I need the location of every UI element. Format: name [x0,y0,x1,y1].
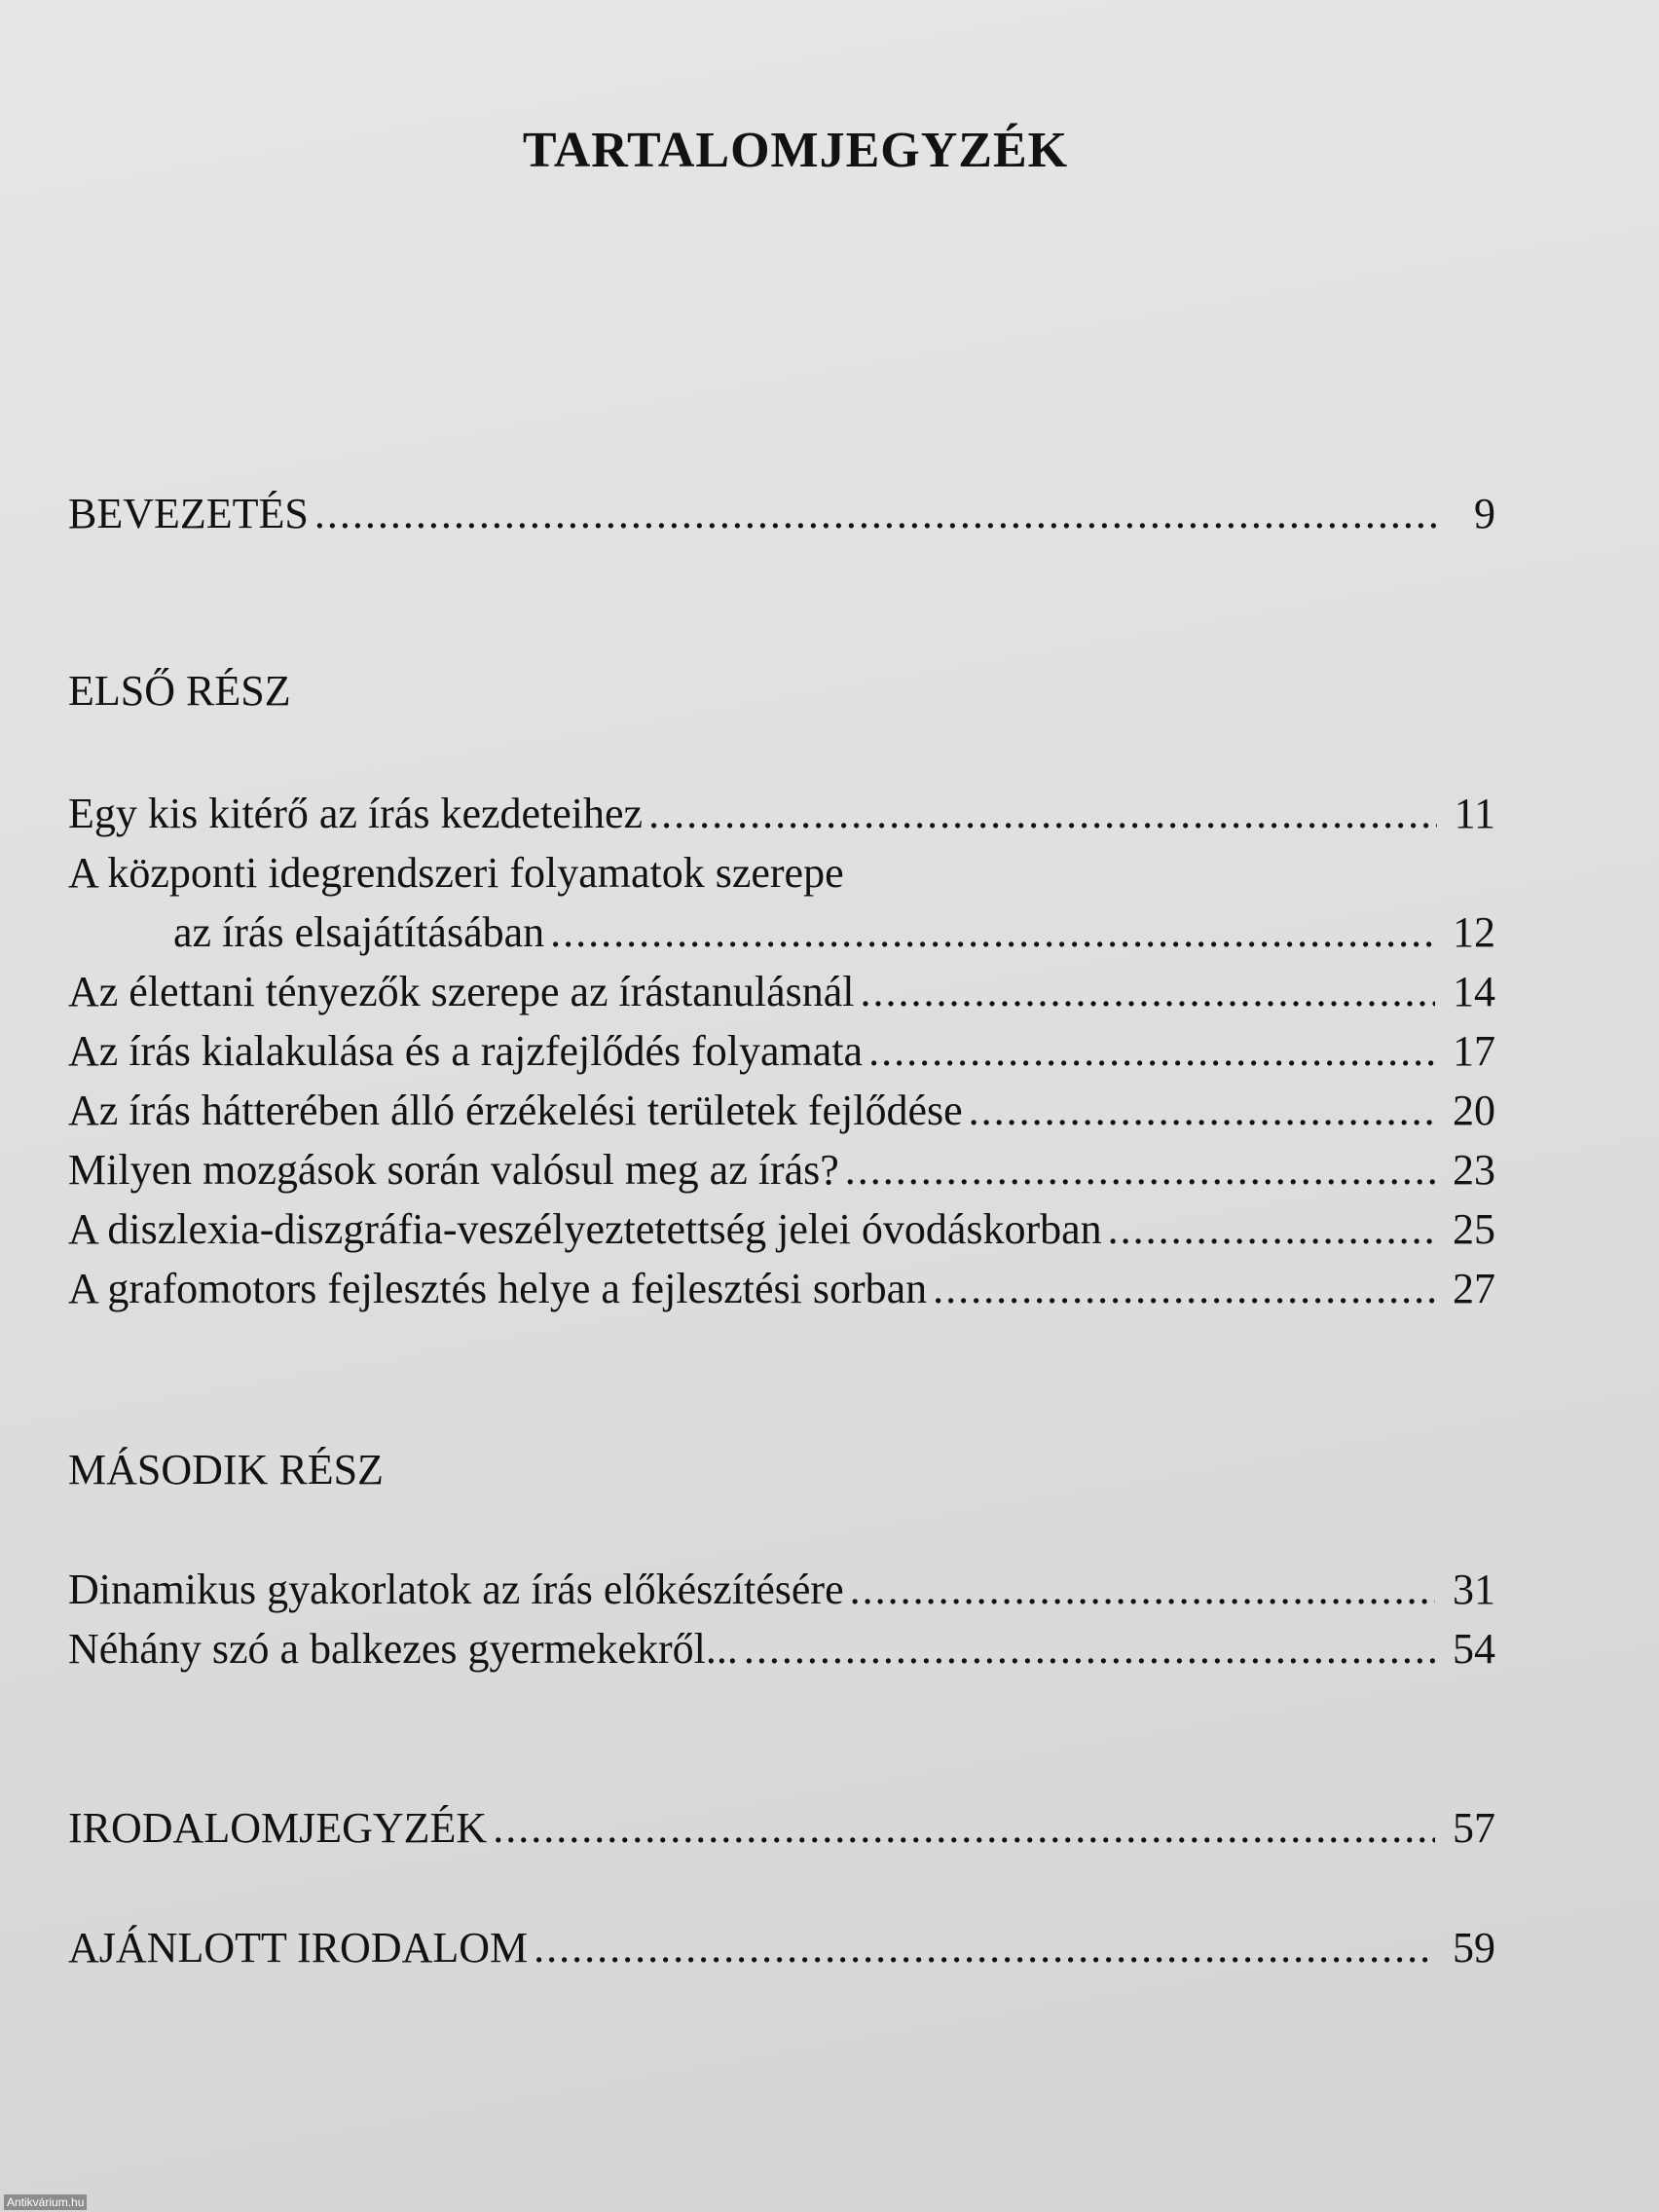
toc-page-number: 57 [1453,1804,1495,1852]
toc-entry[interactable] [68,1620,1495,1678]
toc-entry[interactable] [68,1561,1495,1619]
toc-entry-title: az írás elsajátításában [173,908,545,956]
dot-leader [860,963,1435,1021]
dot-leader [534,1919,1435,1977]
toc-page-number: 59 [1453,1924,1495,1972]
toc-page-number: 9 [1474,490,1495,537]
toc-page-number: 20 [1453,1087,1495,1134]
toc-entry-ajanlott-irodalom[interactable] [68,1919,1495,1977]
dot-leader [744,1620,1435,1678]
toc-entry-title: BEVEZETÉS [68,490,309,537]
toc-entry-title: AJÁNLOTT IRODALOM [68,1924,529,1972]
toc-entry-title: Az írás kialakulása és a rajzfejlődés folyamata [68,1027,864,1075]
page-title: TARTALOMJEGYZÉK [522,123,1069,178]
toc-entry-title: Az élettani tényezők szerepe az írástanulásnál [68,968,855,1015]
dot-leader [550,903,1435,962]
toc-page-number: 54 [1453,1625,1495,1673]
toc-entry[interactable] [68,1022,1495,1081]
dot-leader [648,785,1437,843]
dot-leader [868,1022,1435,1081]
dot-leader [850,1561,1435,1619]
toc-entry-title: A grafomotors fejlesztés helye a fejlesztési sorban [68,1265,928,1312]
toc-page-number: 25 [1453,1205,1495,1253]
toc-entry[interactable] [68,1141,1495,1199]
dot-leader [933,1260,1435,1318]
toc-page-number: 12 [1453,908,1495,956]
section-heading-elso-resz: ELSŐ RÉSZ [68,667,291,715]
section-heading-masodik-resz: MÁSODIK RÉSZ [68,1446,384,1493]
toc-entry[interactable] [68,785,1495,843]
toc-page-number: 23 [1453,1146,1495,1194]
toc-entry-irodalomjegyzek[interactable] [68,1799,1495,1858]
toc-page-number: 11 [1454,790,1495,837]
watermark: Antikvárium.hu [4,2194,87,2210]
toc-entry-title: Néhány szó a balkezes gyermekekről... [68,1625,738,1673]
toc-entry-title: A diszlexia-diszgráfia-veszélyeztetettség jelei óvodáskorban [68,1205,1102,1253]
dot-leader [314,485,1443,543]
toc-entry-title: Dinamikus gyakorlatok az írás előkészítésére [68,1566,844,1613]
toc-entry-title: IRODALOMJEGYZÉK [68,1804,488,1852]
toc-page-number: 27 [1453,1265,1495,1312]
toc-entry[interactable] [68,963,1495,1021]
toc-page-number: 14 [1453,968,1495,1015]
toc-entry-title: Milyen mozgások során valósul meg az írás? [68,1146,839,1194]
toc-page-number: 31 [1453,1566,1495,1613]
toc-entry-title: Egy kis kitérő az írás kezdeteihez [68,790,644,837]
toc-entry[interactable] [173,903,1495,962]
toc-entry[interactable] [68,1082,1495,1140]
dot-leader [493,1799,1435,1858]
dot-leader [845,1141,1435,1199]
toc-page-number: 17 [1453,1027,1495,1075]
dot-leader [969,1082,1435,1140]
dot-leader [1108,1200,1435,1259]
toc-entry[interactable] [68,1260,1495,1318]
toc-entry-bevezetes[interactable] [68,485,1495,543]
toc-entry[interactable] [68,1200,1495,1259]
toc-entry-title-line1[interactable]: A központi idegrendszeri folyamatok szerepe [68,849,844,897]
toc-entry-title: Az írás hátterében álló érzékelési területek fejlődése [68,1087,963,1134]
